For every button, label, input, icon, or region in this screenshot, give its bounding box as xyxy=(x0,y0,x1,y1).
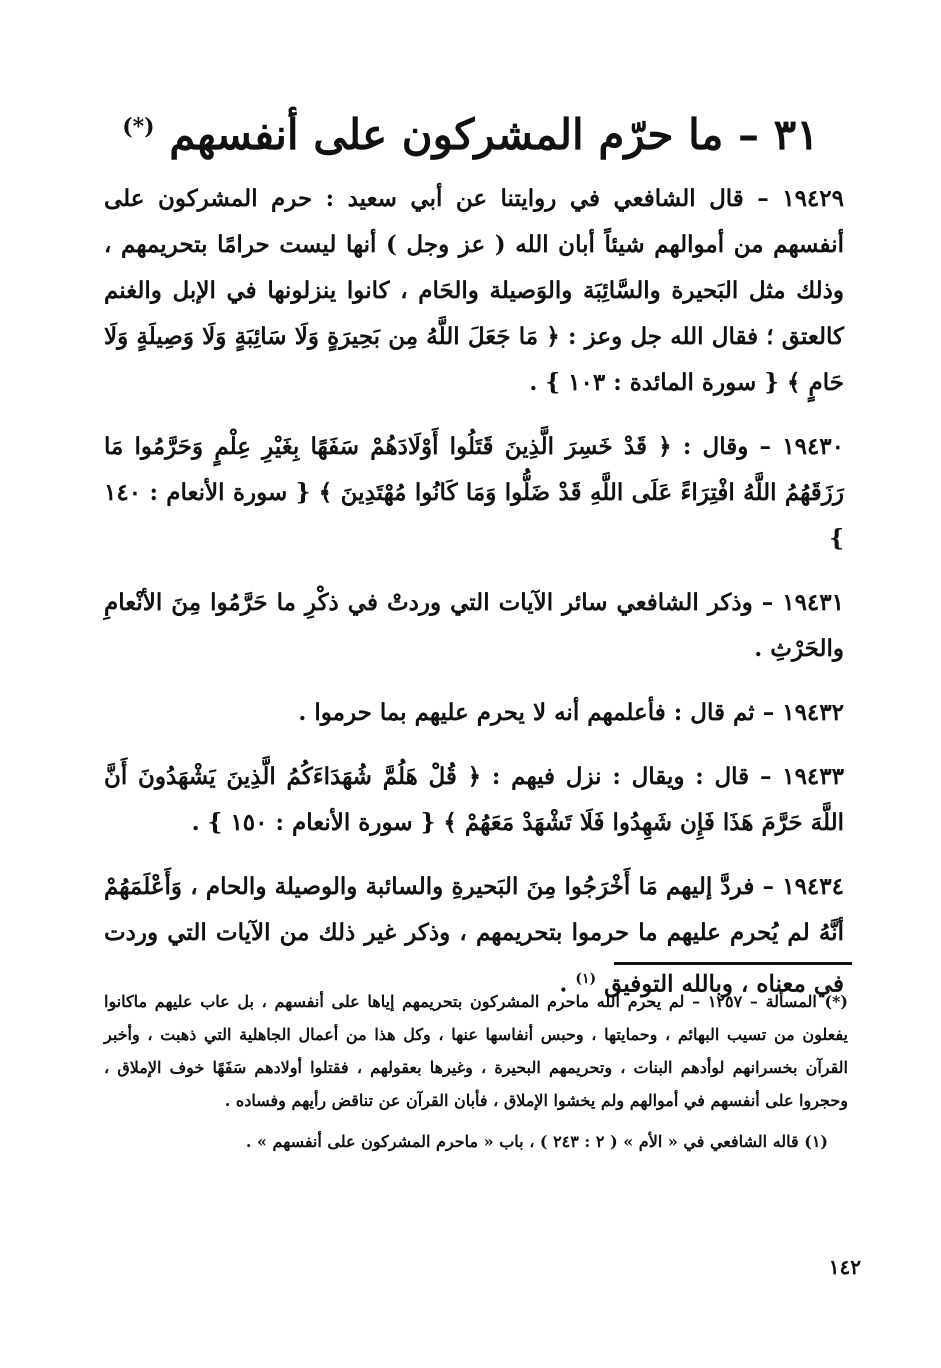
paragraph-text: – قال الشافعي في روايتنا عن أبي سعيد : حرم المشركون على أنفسهم من أموالهم شيئاً أبان الله ( عز وجل ) أنها ليست حرامًا بتحريمهم ، وذلك مثل البَحيرة والسَّائِبَة والوَصيلة والحَام ، كانوا ينزلونها في الإبل والغنم كالعتق ؛ فقال الله جل وعز : ﴿ مَا جَعَلَ اللَّهُ مِن بَحِيرَةٍ وَلَا سَائِبَةٍ وَلَا وَصِيلَةٍ وَلَا حَامٍ ﴾ { سورة المائدة : ١٠٣ } . xyxy=(104,185,844,396)
paragraph-number: ١٩٤٣٢ xyxy=(782,699,844,726)
paragraph-number: ١٩٤٣٠ xyxy=(782,433,845,460)
paragraph-text: – قال : ويقال : نزل فيهم : ﴿ قُلْ هَلُمَّ شُهَدَاءَكُمُ الَّذِينَ يَشْهَدُونَ أَنَّ اللَّهَ حَرَّمَ هَذَا فَإِن شَهِدُوا فَلَا تَشْهَدْ مَعَهُمْ ﴾ { سورة الأنعام : ١٥٠ } . xyxy=(104,763,844,836)
paragraph-text: – وذكر الشافعي سائر الآيات التي وردتْ في ذكْرِ ما حَرَّمُوا مِنَ الأنْعامِ والحَرْثِ . xyxy=(104,589,844,662)
chapter-separator: – xyxy=(738,110,760,159)
paragraph-number: ١٩٤٣١ xyxy=(782,589,844,616)
paragraph-text: – فردَّ إليهم مَا أَخْرَجُوا مِنَ البَحيرةِ والسائبة والوصيلة والحام ، وَأَعْلَمَهُمْ أنَّهُ لم يُحرم عليهم ما حرموا بتحريمهم ، وذكر غير ذلك من الآيات التي وردت في معناه ، وبالله التوفيق xyxy=(104,873,844,998)
chapter-number: ٣١ xyxy=(773,110,819,159)
paragraph-19431 xyxy=(104,580,844,672)
paragraph-number: ١٩٤٣٣ xyxy=(782,763,844,790)
paragraph-number: ١٩٤٢٩ xyxy=(782,185,844,212)
chapter-title xyxy=(100,92,841,170)
paragraph-19432 xyxy=(104,690,844,736)
paragraph-text: – وقال : ﴿ قَدْ خَسِرَ الَّذِينَ قَتَلُوا أَوْلَادَهُمْ سَفَهًا بِغَيْرِ عِلْمٍ وَحَرَّمُوا مَا رَزَقَهُمُ اللَّهُ افْتِرَاءً عَلَى اللَّهِ قَدْ ضَلُّوا وَمَا كَانُوا مُهْتَدِينَ ﴾ { سورة الأنعام : ١٤٠ } xyxy=(104,433,844,552)
chapter-title-text: ما حرّم المشركون على أنفسهم xyxy=(169,110,724,159)
footnote-text: قاله الشافعي في « الأم » ( ٢ : ٢٤٣ ) ، باب « ماحرم المشركون على أنفسهم » . xyxy=(245,1132,799,1151)
paragraph-text: – ثم قال : فأعلمهم أنه لا يحرم عليهم بما حرموا . xyxy=(298,699,775,726)
footnote-reference: (١) xyxy=(575,971,597,987)
footnote-text: المسألة – ١٢٥٧ – لم يحرم الله ماحرم المشركون بتحريمهم إياها على أنفسهم ، بل عاب عليهم ماكانوا يفعلون من تسيب البهائم ، وحمايتها ، وحبس أنفاسها عنها ، وكل هذا من أعمال الجاهلية التي ذهبت ، وأخبر القرآن بخسرانهم لوأدهم البنات ، وتحريمهم البحيرة ، وغيرها بعقولهم ، فقتلوا أولادهم سَفَهًا خوف الإملاق ، وحجروا على أنفسهم في أموالهم ولم يخشوا الإملاق ، فأبان القرآن عن تناقض رأيهم وفساده . xyxy=(104,992,848,1110)
footnote-star xyxy=(104,985,848,1117)
footnote-mark: (١) xyxy=(804,1132,828,1151)
paragraph-19429 xyxy=(104,176,844,406)
paragraph-19433 xyxy=(104,754,844,846)
paragraph-number: ١٩٤٣٤ xyxy=(782,873,844,900)
page-number: ١٤٢ xyxy=(828,1255,861,1279)
paragraph-19430 xyxy=(104,424,844,562)
footnotes xyxy=(104,985,848,1158)
paragraph-end: . xyxy=(559,970,568,998)
chapter-footnote-mark: (*) xyxy=(122,114,155,140)
footnote-1 xyxy=(104,1125,848,1158)
footnote-divider xyxy=(614,962,852,965)
main-text xyxy=(104,176,844,1026)
footnote-mark: (*) xyxy=(824,992,848,1011)
